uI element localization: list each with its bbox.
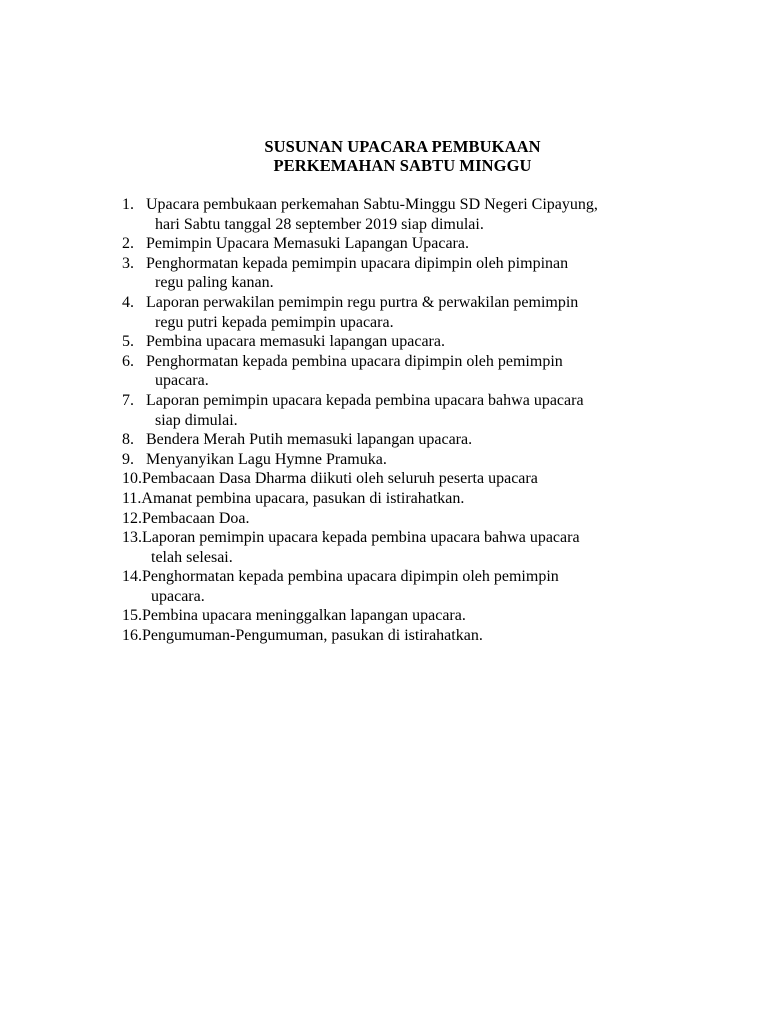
step-text <box>146 293 578 332</box>
step-text <box>142 469 538 489</box>
step-text-continuation: regu putri kepada pemimpin upacara. <box>155 313 394 331</box>
step-text-continuation: telah selesai. <box>151 548 233 566</box>
list-item <box>122 606 682 626</box>
step-number: 11. <box>122 489 142 507</box>
step-text-line: Upacara pembukaan perkemahan Sabtu-Minggu SD Negeri Cipayung, <box>146 196 598 213</box>
step-text-line: Laporan perwakilan pemimpin regu purtra & perwakilan pemimpin <box>146 293 579 311</box>
list-item <box>122 293 682 332</box>
step-number: 4. <box>122 293 134 311</box>
list-item <box>122 450 682 470</box>
step-text-line: Penghormatan kepada pembina upacara dipimpin oleh pemimpin <box>146 352 563 370</box>
list-item <box>122 430 682 450</box>
document-title <box>0 137 768 175</box>
list-item <box>122 352 682 391</box>
step-text <box>142 626 483 646</box>
step-number: 15. <box>122 607 142 625</box>
ceremony-steps-list <box>122 195 682 646</box>
list-item <box>122 195 682 234</box>
step-text <box>142 528 580 567</box>
step-number: 5. <box>122 333 134 351</box>
step-text-line: Pembacaan Dasa Dharma diikuti oleh seluruh peserta upacara <box>142 470 538 488</box>
step-text-line: Amanat pembina upacara, pasukan di istirahatkan. <box>141 489 465 507</box>
list-item <box>122 489 682 509</box>
step-number: 8. <box>122 431 134 449</box>
step-text <box>146 391 584 430</box>
step-text-continuation: upacara. <box>151 587 205 605</box>
step-text-continuation: hari Sabtu tanggal 28 september 2019 siap dimulai. <box>155 215 484 233</box>
list-item <box>122 528 682 567</box>
step-number: 2. <box>122 235 134 253</box>
step-text-line: Penghormatan kepada pembina upacara dipimpin oleh pemimpin <box>142 568 559 586</box>
step-number: 7. <box>122 391 134 409</box>
list-item <box>122 509 682 529</box>
step-text <box>142 567 559 606</box>
step-text-continuation: siap dimulai. <box>155 411 238 429</box>
step-number: 10. <box>122 470 142 488</box>
step-text-line: Pemimpin Upacara Memasuki Lapangan Upacara. <box>146 235 469 253</box>
step-text <box>146 195 598 234</box>
step-text-line: Laporan pemimpin upacara kepada pembina upacara bahwa upacara <box>146 391 584 409</box>
step-text <box>146 430 472 450</box>
step-number: 6. <box>122 352 134 370</box>
step-text <box>146 450 387 470</box>
step-number: 14. <box>122 568 142 586</box>
step-text-line: Laporan pemimpin upacara kepada pembina upacara bahwa upacara <box>142 529 580 547</box>
step-text-line: Pengumuman-Pengumuman, pasukan di istirahatkan. <box>142 627 483 645</box>
list-item <box>122 626 682 646</box>
list-item <box>122 332 682 352</box>
step-text <box>146 332 445 352</box>
step-number: 16. <box>122 627 142 645</box>
step-text-line: Pembacaan Doa. <box>142 509 250 527</box>
step-text-line: Pembina upacara memasuki lapangan upacara. <box>146 333 445 351</box>
step-text <box>141 489 464 509</box>
step-number: 3. <box>122 254 134 272</box>
step-text <box>142 606 466 626</box>
step-text <box>146 254 568 293</box>
title-line-2: PERKEMAHAN SABTU MINGGU <box>273 156 532 175</box>
step-text <box>146 352 563 391</box>
list-item <box>122 254 682 293</box>
list-item <box>122 469 682 489</box>
step-text-line: Penghormatan kepada pemimpin upacara dipimpin oleh pimpinan <box>146 254 569 272</box>
step-number: 1. <box>122 196 134 213</box>
list-item <box>122 391 682 430</box>
title-line-1: SUSUNAN UPACARA PEMBUKAAN <box>264 137 541 156</box>
step-text-line: Menyanyikan Lagu Hymne Pramuka. <box>146 450 387 468</box>
step-text-continuation: regu paling kanan. <box>155 274 274 292</box>
step-text-line: Pembina upacara meninggalkan lapangan upacara. <box>142 607 466 625</box>
list-item <box>122 234 682 254</box>
step-number: 9. <box>122 450 134 468</box>
step-number: 12. <box>122 509 142 527</box>
list-item <box>122 567 682 606</box>
step-text-continuation: upacara. <box>155 372 209 390</box>
step-text <box>146 234 469 254</box>
step-text <box>142 509 250 529</box>
step-text-line: Bendera Merah Putih memasuki lapangan upacara. <box>146 431 473 449</box>
step-number: 13. <box>122 529 142 547</box>
